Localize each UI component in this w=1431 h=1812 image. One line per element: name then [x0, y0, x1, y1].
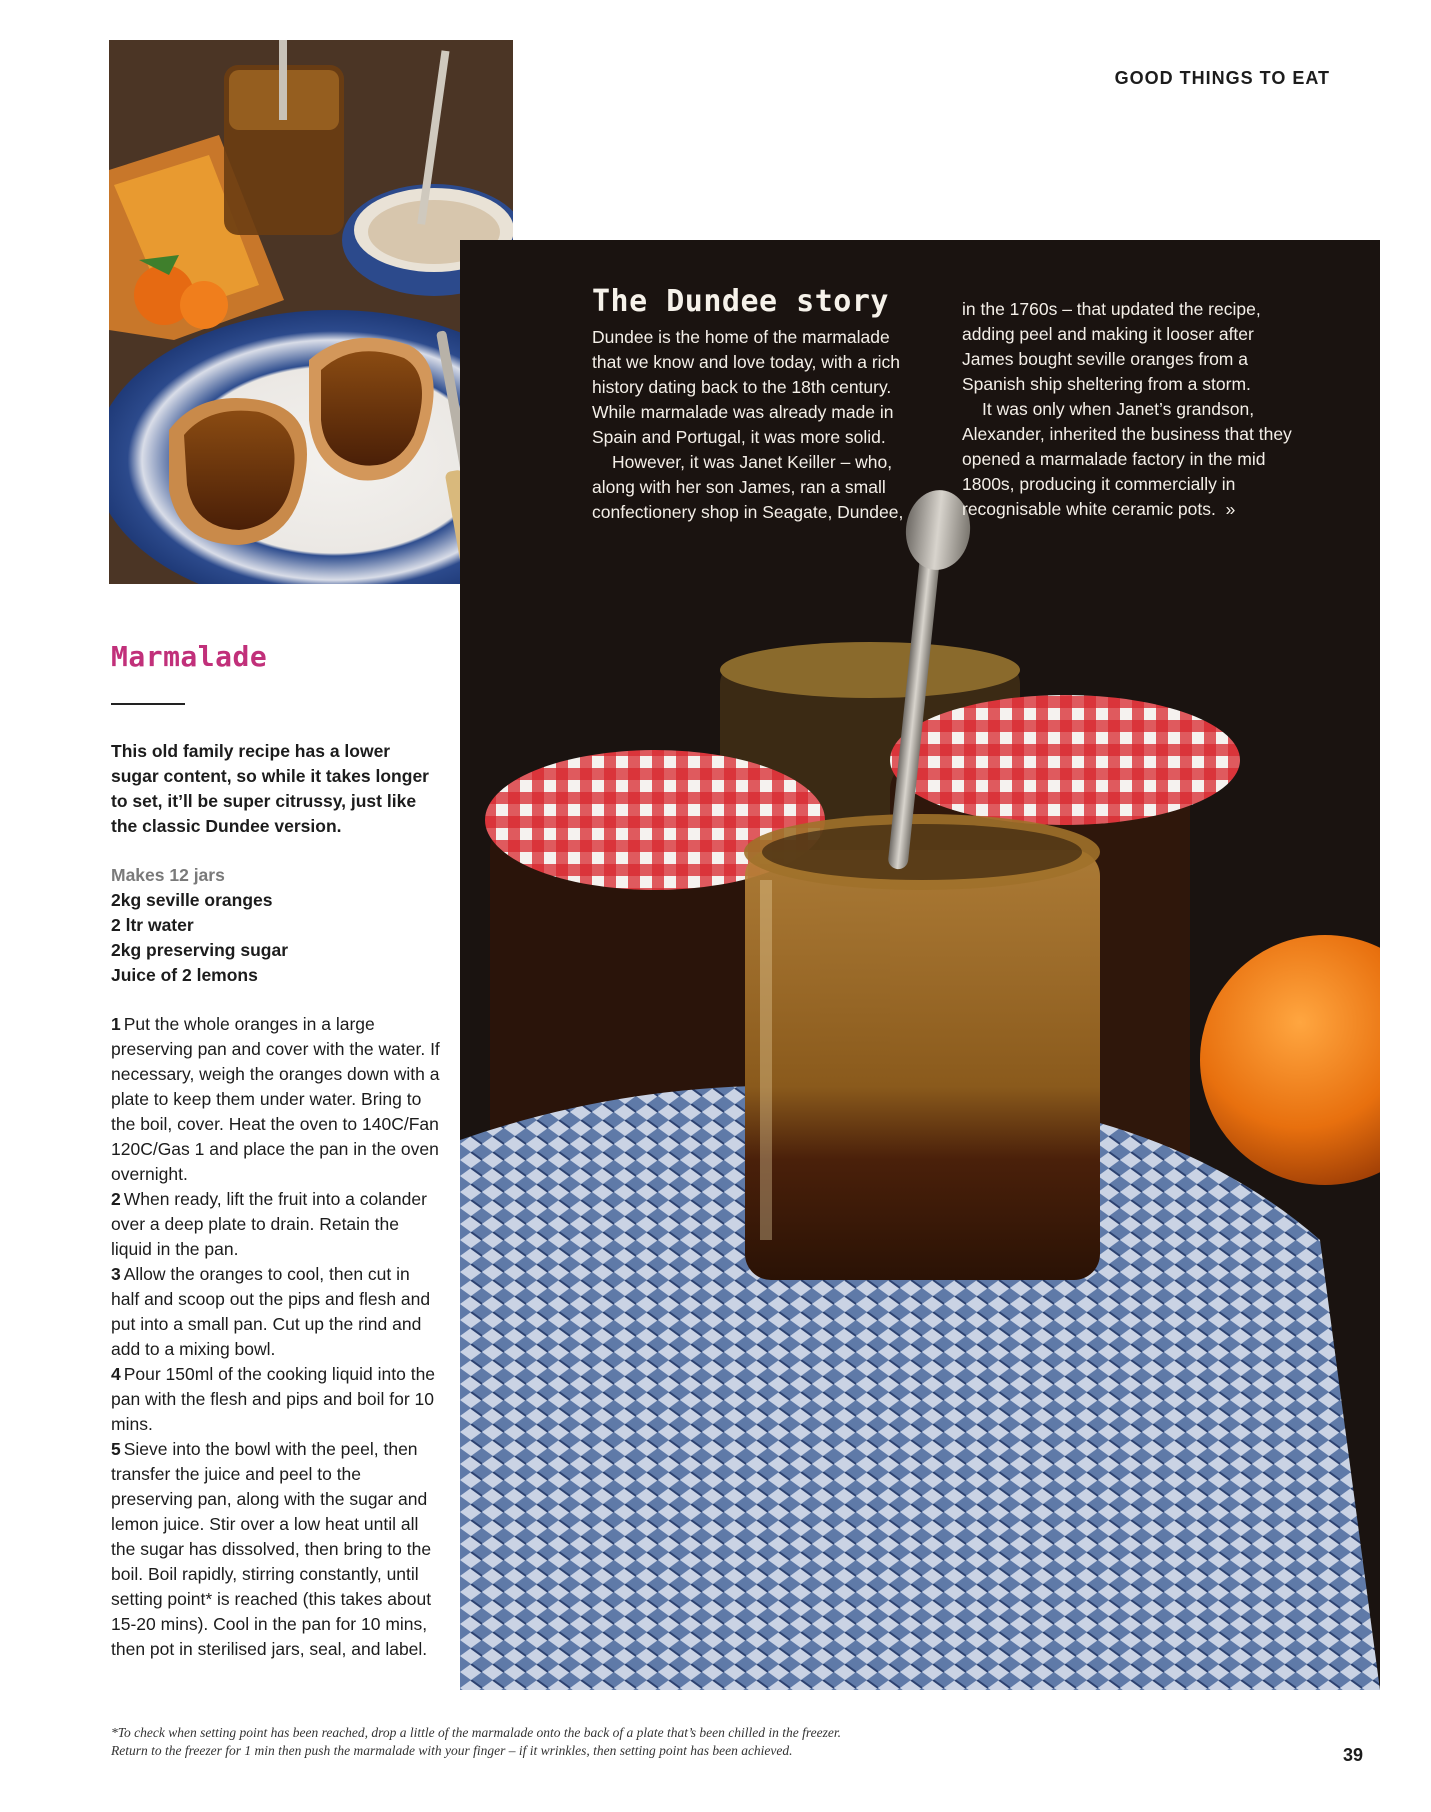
recipe-title: Marmalade — [111, 640, 268, 673]
step-text: Sieve into the bowl with the peel, then transfer the juice and peel to the preserving pan, along with the sugar and lemon juice. Stir over a low heat until all the sugar has dissolved, then bring to the boil. Boil rapidly, stirring constantly, until setting point* is reached (this takes about 15-20 mins). Cool in the pan for 10 mins, then pot in sterilised jars, seal, and label. — [111, 1439, 432, 1659]
ingredient: Juice of 2 lemons — [111, 965, 258, 985]
story-paragraph: in the 1760s – that updated the recipe, adding peel and making it looser after James bought seville oranges from a Spanish ship sheltering from a storm. — [962, 299, 1261, 394]
step-text: When ready, lift the fruit into a colander over a deep plate to drain. Retain the liquid in the pan. — [111, 1189, 427, 1259]
ingredient: 2kg seville oranges — [111, 890, 273, 910]
step-number: 2 — [111, 1189, 121, 1209]
step-text: Allow the oranges to cool, then cut in half and scoop out the pips and flesh and put into a small pan. Cut up the rind and add to a mixing bowl. — [111, 1264, 431, 1359]
story-column-1 — [592, 325, 922, 525]
recipe — [111, 640, 441, 1662]
step-text: Pour 150ml of the cooking liquid into the pan with the flesh and pips and boil for 10 mins. — [111, 1364, 436, 1434]
method-step — [111, 1187, 441, 1262]
method-steps — [111, 1012, 441, 1662]
footnote — [111, 1724, 1211, 1760]
story-paragraph: It was only when Janet’s grandson, Alexander, inherited the business that they opened a marmalade factory in the mid 1800s, producing it commercially in recognisable white ceramic pots. — [962, 399, 1292, 519]
step-number: 3 — [111, 1264, 121, 1284]
ingredient: 2 ltr water — [111, 915, 194, 935]
footnote-line: Return to the freezer for 1 min then push the marmalade with your finger – if it wrinkles, then setting point has been achieved. — [111, 1743, 793, 1758]
story-column-2 — [962, 297, 1292, 525]
method-step — [111, 1012, 441, 1187]
footnote-line: *To check when setting point has been reached, drop a little of the marmalade onto the back of a plate that’s been chilled in the freezer. — [111, 1725, 841, 1740]
step-number: 4 — [111, 1364, 121, 1384]
method-step — [111, 1262, 441, 1362]
story-paragraph: However, it was Janet Keiller – who, along with her son James, ran a small confectionery shop in Seagate, Dundee, — [592, 452, 904, 522]
dundee-story — [592, 284, 1332, 525]
story-paragraph: Dundee is the home of the marmalade that we know and love today, with a rich history dating back to the 18th century. While marmalade was already made in Spain and Portugal, it was more solid. — [592, 327, 901, 447]
story-title: The Dundee story — [592, 284, 889, 319]
method-step — [111, 1362, 441, 1437]
step-number: 1 — [111, 1014, 121, 1034]
ingredients-list — [111, 888, 441, 988]
continue-arrow-icon: » — [1225, 499, 1236, 519]
page-number: 39 — [1342, 1745, 1363, 1765]
breakfast-toast-photo — [109, 40, 519, 590]
step-text: Put the whole oranges in a large preserving pan and cover with the water. If necessary, weigh the oranges down with a plate to keep them under water. Bring to the boil, cover. Heat the oven to 140C/Fan 120C/Gas 1 and place the pan in the oven overnight. — [111, 1014, 440, 1184]
title-divider — [111, 703, 185, 705]
story-paragraph-wrap — [962, 397, 1292, 522]
ingredient: 2kg preserving sugar — [111, 940, 289, 960]
recipe-yield: Makes 12 jars — [111, 865, 225, 885]
section-label: GOOD THINGS TO EAT — [1114, 68, 1330, 88]
recipe-intro: This old family recipe has a lower sugar content, so while it takes longer to set, it’ll be super citrussy, just like the classic Dundee version. — [111, 741, 429, 836]
step-number: 5 — [111, 1439, 121, 1459]
method-step — [111, 1437, 441, 1662]
